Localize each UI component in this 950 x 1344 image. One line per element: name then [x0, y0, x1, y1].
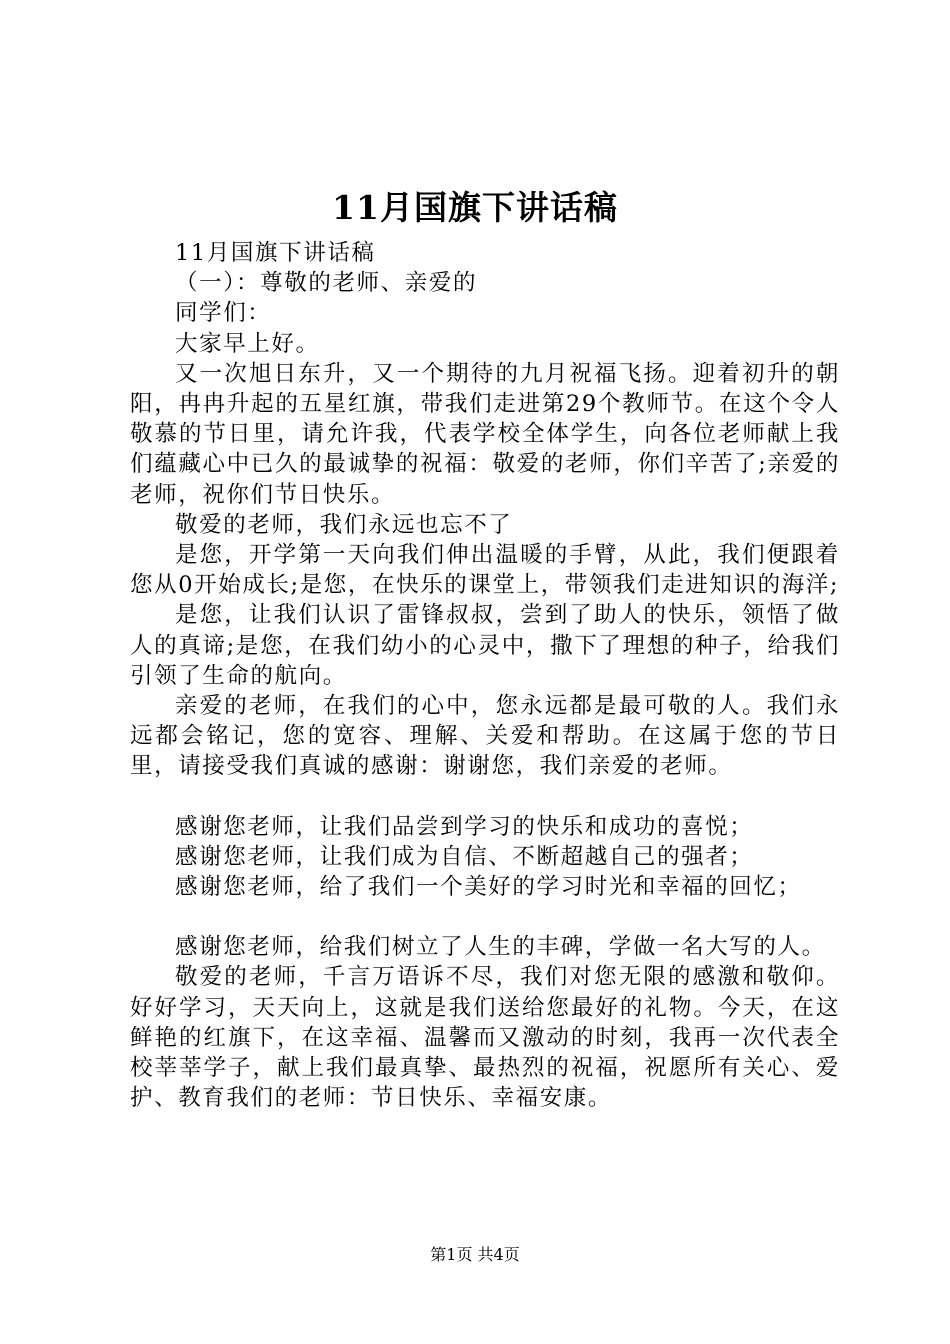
paragraph-lei-feng: 是您，让我们认识了雷锋叔叔，尝到了助人的快乐，领悟了做人的真谛;是您，在我们幼小的心灵中，撒下了理想的种子，给我们引领了生命的航向。	[130, 602, 840, 689]
paragraph-spacer	[130, 902, 840, 932]
paragraph-section-heading: （一）：尊敬的老师、亲爱的	[175, 270, 478, 297]
paragraph-subtitle: 11月国旗下讲话稿	[175, 240, 376, 266]
page-number: 第1页 共4页	[430, 1245, 520, 1264]
document-title: 11月国旗下讲话稿	[332, 188, 618, 227]
paragraph-closing: 敬爱的老师，千言万语诉不尽，我们对您无限的感激和敬仰。好好学习，天天向上，这就是我们送给您最好的礼物。今天，在这鲜艳的红旗下，在这幸福、温馨而又激动的时刻，我再一次代表全校莘莘学子，献上我们最真挚、最热烈的祝福，祝愿所有关心、爱护、教育我们的老师：节日快乐、幸福安康。	[130, 964, 840, 1112]
paragraph-spacer	[130, 782, 840, 812]
paragraph-thanks-joy: 感谢您老师，让我们品尝到学习的快乐和成功的喜悦；	[175, 813, 754, 840]
paragraph-never-forget: 敬爱的老师，我们永远也忘不了	[175, 511, 513, 538]
paragraph-thanks-monument: 感谢您老师，给我们树立了人生的丰碑，学做一名大写的人。	[175, 934, 826, 961]
paragraph-thanks-confidence: 感谢您老师，让我们成为自信、不断超越自己的强者；	[175, 843, 754, 870]
paragraph-thanks-memories: 感谢您老师，给了我们一个美好的学习时光和幸福的回忆；	[175, 874, 802, 901]
paragraph-dear-teacher: 亲爱的老师，在我们的心中，您永远都是最可敬的人。我们永远都会铭记，您的宽容、理解、关爱和帮助。在这属于您的节日里，请接受我们真诚的感谢：谢谢您，我们亲爱的老师。	[130, 693, 840, 780]
paragraph-greeting: 大家早上好。	[175, 330, 320, 357]
paragraph-salutation: 同学们：	[175, 300, 272, 327]
document-body	[130, 238, 840, 1113]
paragraph-first-day: 是您，开学第一天向我们伸出温暖的手臂，从此，我们便跟着您从0开始成长;是您，在快乐的课堂上，带领我们走进知识的海洋;	[130, 542, 840, 599]
paragraph-opening: 又一次旭日东升，又一个期待的九月祝福飞扬。迎着初升的朝阳，冉冉升起的五星红旗，带我们走进第29个教师节。在这个令人敬慕的节日里，请允许我，代表学校全体学生，向各位老师献上我们蕴藏心中已久的最诚挚的祝福：敬爱的老师，你们辛苦了;亲爱的老师，祝你们节日快乐。	[130, 360, 840, 508]
